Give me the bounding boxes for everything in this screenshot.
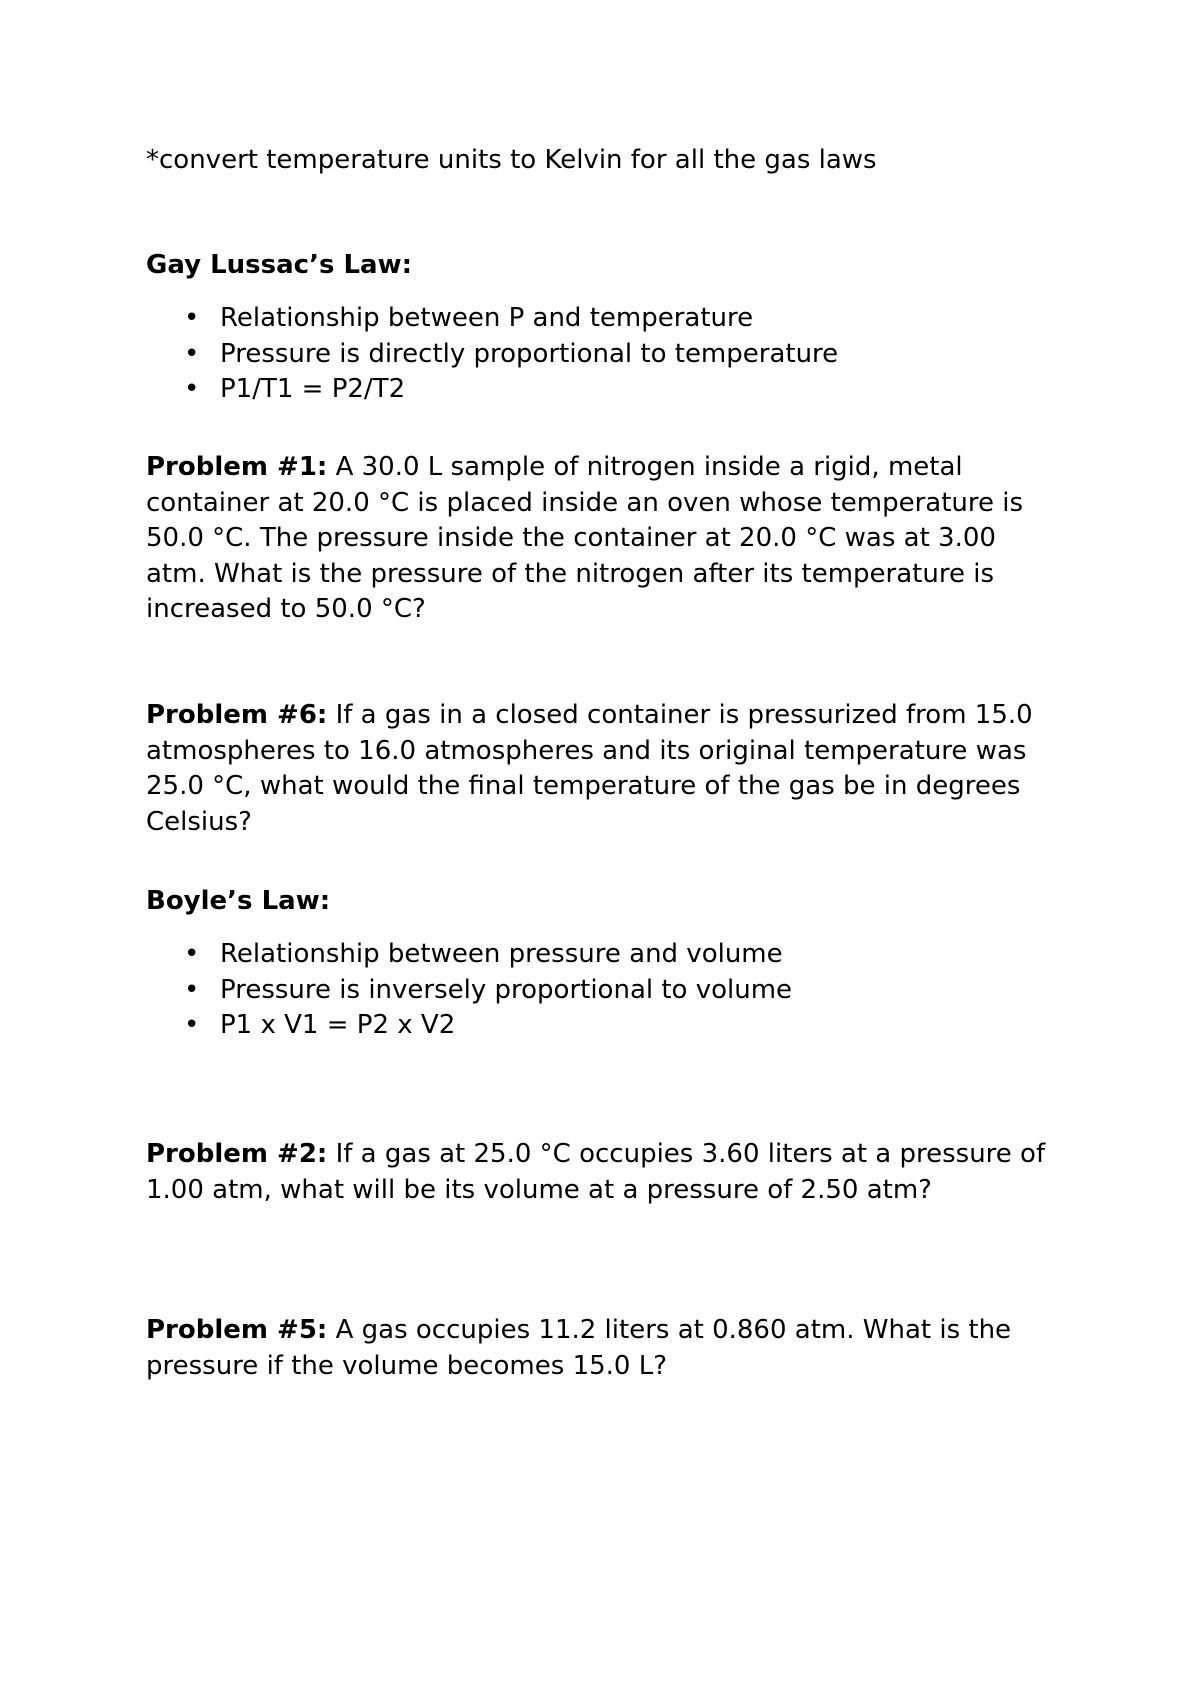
- problem-6-label: Problem #6:: [146, 700, 328, 730]
- bullet-text: Pressure is directly proportional to temperature: [220, 338, 839, 369]
- bullet-icon: •: [184, 1010, 200, 1040]
- bullet-icon: •: [184, 303, 200, 333]
- list-item: [146, 337, 1046, 373]
- problem-2-text: If a gas at 25.0 °C occupies 3.60 liters at a pressure of 1.00 atm, what will be its volume at a pressure of 2.50 atm?: [146, 1139, 1046, 1205]
- problem-5: [146, 1313, 1046, 1384]
- kelvin-note: *convert temperature units to Kelvin for all the gas laws: [146, 145, 877, 175]
- bullet-icon: •: [184, 374, 200, 404]
- problem-2: [146, 1137, 1046, 1208]
- bullet-text: P1/T1 = P2/T2: [220, 374, 406, 404]
- bullet-text: P1 x V1 = P2 x V2: [220, 1010, 456, 1040]
- problem-6-text: If a gas in a closed container is pressurized from 15.0 atmospheres to 16.0 atmospheres and its original temperature was 25.0 °C, what would the final temperature of the gas be in degrees Celsius?: [146, 700, 1033, 837]
- problem-6: [146, 698, 1046, 840]
- bullet-icon: •: [184, 974, 200, 1005]
- list-item: [146, 973, 1046, 1009]
- gay-lussac-heading: Gay Lussac’s Law:: [146, 250, 413, 280]
- boyle-heading: Boyle’s Law:: [146, 886, 331, 916]
- bullet-icon: •: [184, 939, 200, 969]
- list-item: [146, 372, 1046, 408]
- problem-1-label: Problem #1:: [146, 452, 328, 482]
- gay-lussac-bullet-list: [146, 301, 1046, 408]
- bullet-icon: •: [184, 338, 200, 369]
- problem-5-text: A gas occupies 11.2 liters at 0.860 atm. What is the pressure if the volume becomes 15.0 L?: [146, 1315, 1012, 1381]
- bullet-text: Pressure is inversely proportional to volume: [220, 974, 793, 1005]
- boyle-bullet-list: [146, 937, 1046, 1044]
- problem-1: [146, 450, 1046, 628]
- list-item: [146, 937, 1046, 973]
- bullet-text: Relationship between P and temperature: [220, 303, 754, 333]
- list-item: [146, 301, 1046, 337]
- bullet-text: Relationship between pressure and volume: [220, 939, 783, 969]
- problem-5-label: Problem #5:: [146, 1315, 328, 1345]
- problem-2-label: Problem #2:: [146, 1139, 328, 1169]
- problem-1-text: A 30.0 L sample of nitrogen inside a rigid, metal container at 20.0 °C is placed inside an oven whose temperature is 50.0 °C. The pressure inside the container at 20.0 °C was at 3.00 atm. What is the pressure of the nitrogen after its temperature is increased to 50.0 °C?: [146, 452, 1024, 624]
- list-item: [146, 1008, 1046, 1044]
